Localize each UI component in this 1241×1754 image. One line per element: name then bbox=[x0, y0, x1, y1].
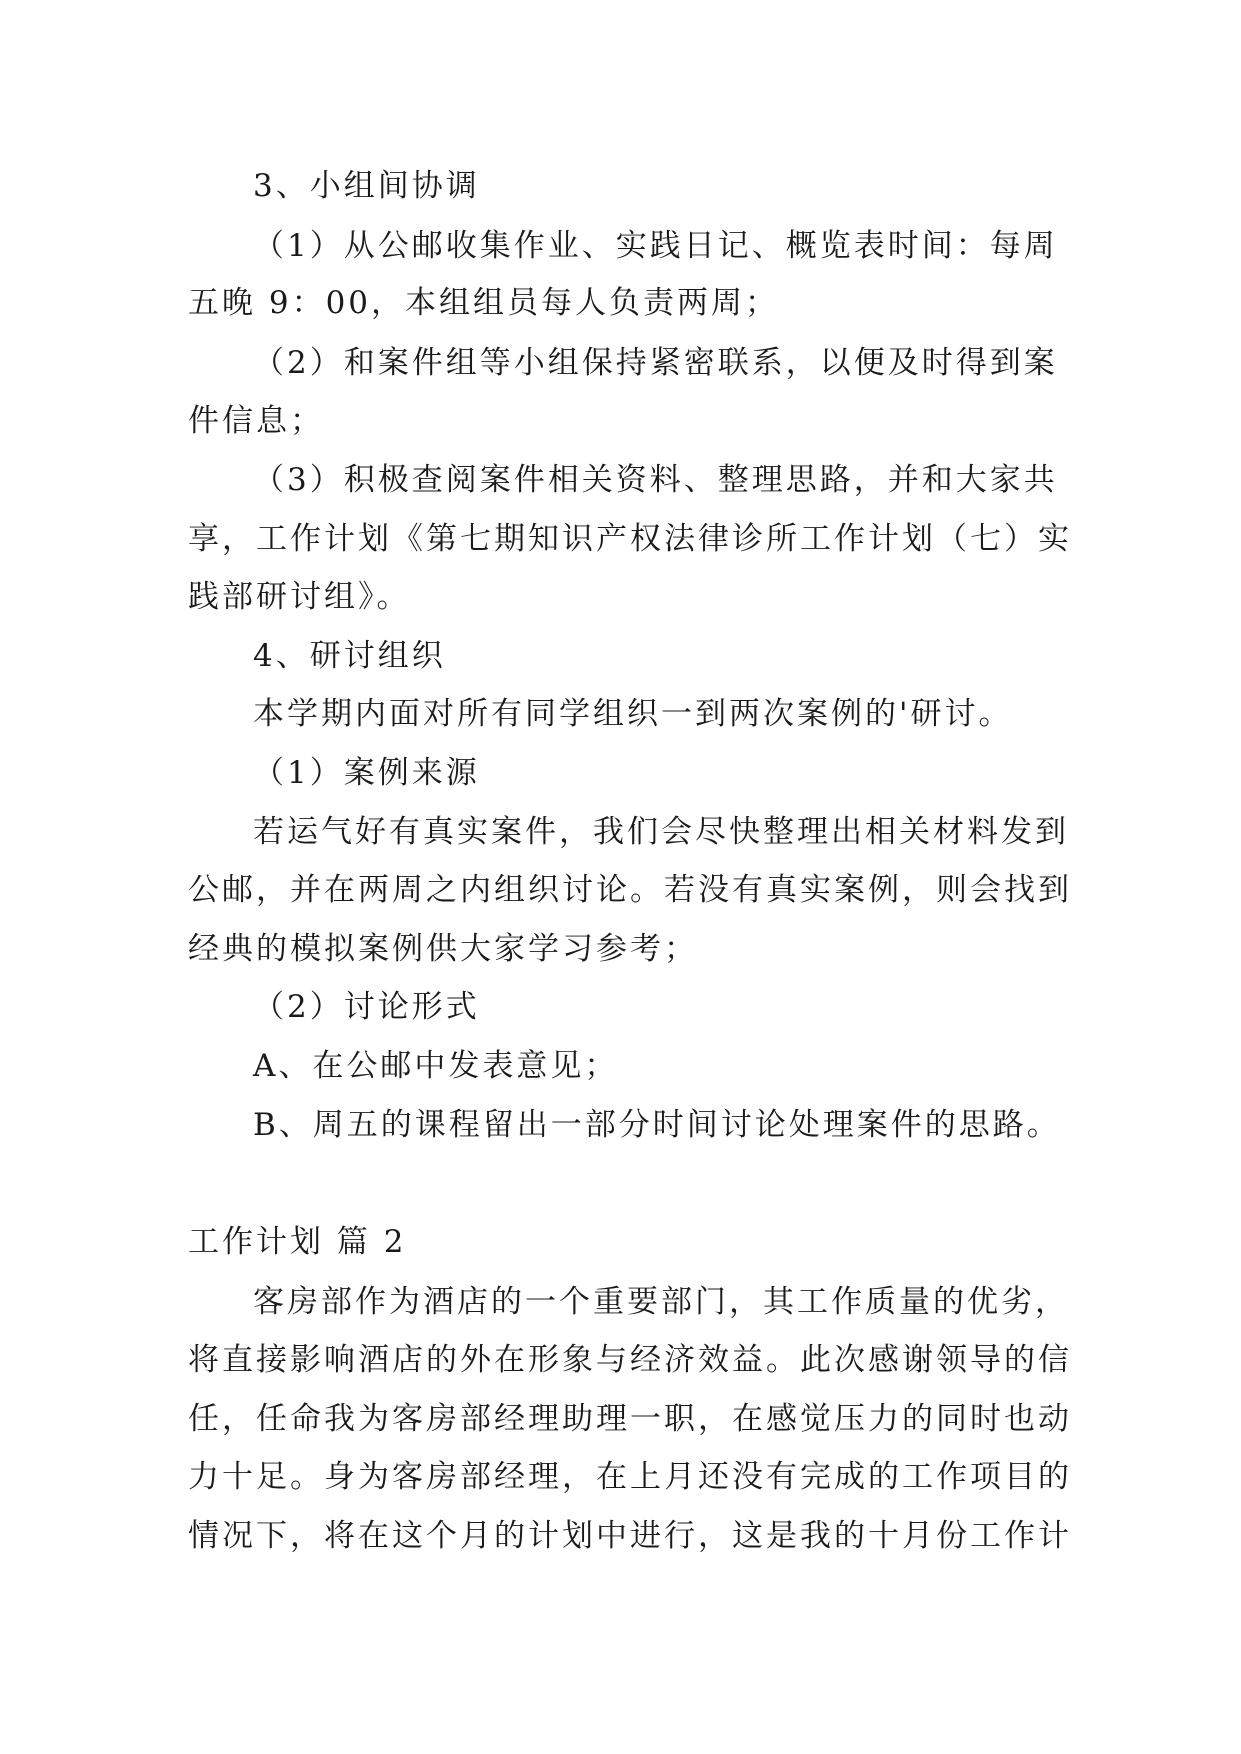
heading-coordination: 3、小组间协调 bbox=[253, 168, 480, 204]
paragraph-line: 践部研讨组》。 bbox=[188, 579, 411, 615]
section-title: 工作计划 篇 2 bbox=[188, 1224, 407, 1260]
paragraph-line: 若运气好有真实案件，我们会尽快整理出相关材料发到 bbox=[253, 814, 1069, 850]
paragraph-line: 经典的模拟案例供大家学习参考； bbox=[188, 931, 698, 967]
heading-discussion-organization: 4、研讨组织 bbox=[253, 638, 446, 674]
subheading-discussion-form: （2）讨论形式 bbox=[253, 989, 480, 1025]
paragraph-line: 五晚 9：00，本组组员每人负责两周； bbox=[188, 285, 780, 321]
paragraph-line: 享，工作计划《第七期知识产权法律诊所工作计划（七）实 bbox=[188, 521, 1072, 557]
paragraph-line: （2）和案件组等小组保持紧密联系，以便及时得到案 bbox=[253, 345, 1058, 381]
paragraph-line: 件信息； bbox=[188, 403, 324, 439]
paragraph-line: 本学期内面对所有同学组织一到两次案例的'研讨。 bbox=[253, 696, 1013, 732]
paragraph-line: （1）从公邮收集作业、实践日记、概览表时间：每周 bbox=[253, 228, 1058, 264]
paragraph-line: 客房部作为酒店的一个重要部门，其工作质量的优劣， bbox=[253, 1284, 1069, 1320]
paragraph-line: 情况下，将在这个月的计划中进行，这是我的十月份工作计 bbox=[188, 1518, 1072, 1554]
paragraph-line: 力十足。身为客房部经理，在上月还没有完成的工作项目的 bbox=[188, 1459, 1072, 1495]
paragraph-line: 任，任命我为客房部经理助理一职，在感觉压力的同时也动 bbox=[188, 1401, 1072, 1437]
paragraph-line: 公邮，并在两周之内组织讨论。若没有真实案例，则会找到 bbox=[188, 872, 1072, 908]
paragraph-line: B、周五的课程留出一部分时间讨论处理案件的思路。 bbox=[253, 1107, 1061, 1143]
paragraph-line: A、在公邮中发表意见； bbox=[253, 1048, 619, 1084]
subheading-case-source: （1）案例来源 bbox=[253, 755, 480, 791]
paragraph-line: （3）积极查阅案件相关资料、整理思路，并和大家共 bbox=[253, 462, 1058, 498]
paragraph-line: 将直接影响酒店的外在形象与经济效益。此次感谢领导的信 bbox=[188, 1342, 1072, 1378]
